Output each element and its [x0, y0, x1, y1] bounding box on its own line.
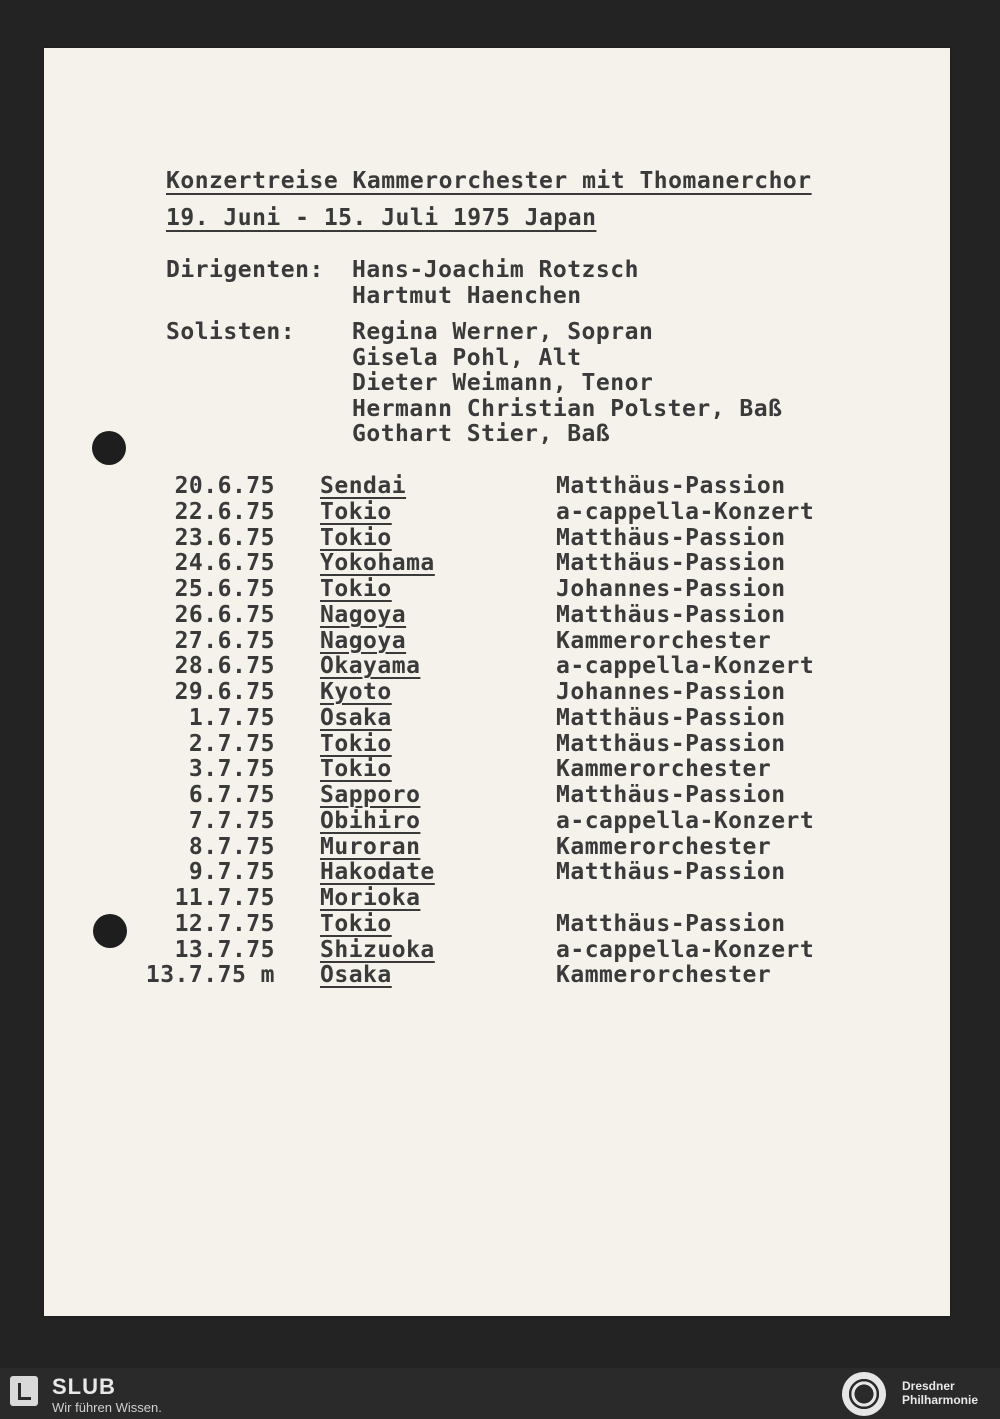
- conductors-label: Dirigenten:: [166, 257, 324, 283]
- schedule-city: Osaka: [320, 962, 392, 989]
- soloists-list: [352, 320, 782, 448]
- schedule-program: Matthäus-Passion: [556, 859, 786, 886]
- schedule-city: Tokio: [320, 498, 392, 525]
- schedule-date: 20.6.75: [174, 473, 275, 499]
- partner-name-line2: Philharmonie: [902, 1393, 979, 1407]
- schedule-date: 23.6.75: [174, 524, 275, 551]
- table-row: [0, 526, 1000, 552]
- schedule-program: Kammerorchester: [556, 627, 772, 654]
- schedule-city: Morioka: [320, 885, 421, 911]
- schedule-program: Kammerorchester: [556, 962, 772, 989]
- soloist-name: Regina Werner, Sopran: [352, 319, 654, 345]
- schedule-program: a-cappella-Konzert: [556, 653, 815, 680]
- schedule-city: Kyoto: [320, 679, 392, 705]
- soloist-name: Gisela Pohl, Alt: [352, 344, 582, 371]
- schedule-program: a-cappella-Konzert: [556, 807, 815, 834]
- schedule-program: Matthäus-Passion: [556, 730, 786, 757]
- soloists-label: Solisten:: [166, 319, 296, 345]
- schedule-program: Matthäus-Passion: [556, 601, 786, 628]
- schedule-city: Nagoya: [320, 601, 407, 628]
- schedule-city: Tokio: [320, 756, 392, 783]
- table-row: [0, 500, 1000, 526]
- slub-logo-icon: [10, 1376, 38, 1406]
- partner-name-line1: Dresdner: [902, 1379, 955, 1393]
- schedule-date: 8.7.75: [188, 833, 275, 860]
- table-row: [0, 938, 1000, 964]
- table-row: [0, 835, 1000, 861]
- dresdner-philharmonie-logo-icon: [842, 1372, 886, 1416]
- schedule-date: 13.7.75: [174, 936, 275, 963]
- table-row: [0, 680, 1000, 706]
- schedule-date: 2.7.75: [188, 730, 275, 757]
- schedule-city: Tokio: [320, 576, 392, 602]
- schedule-city: Shizuoka: [320, 936, 435, 963]
- document-title: Konzertreise Kammerorchester mit Thomanerchor: [166, 168, 812, 194]
- schedule-date: 29.6.75: [174, 679, 275, 705]
- schedule-program: Matthäus-Passion: [556, 524, 786, 551]
- schedule-program: Matthäus-Passion: [556, 550, 786, 577]
- schedule-program: Matthäus-Passion: [556, 473, 786, 499]
- table-row: [0, 706, 1000, 732]
- table-row: [0, 912, 1000, 938]
- document-subtitle: 19. Juni - 15. Juli 1975 Japan: [166, 205, 597, 231]
- soloist-name: Hermann Christian Polster, Baß: [352, 395, 783, 422]
- schedule-date: 26.6.75: [174, 601, 275, 628]
- slub-name: SLUB: [52, 1374, 116, 1399]
- conductor-name: Hans-Joachim Rotzsch: [352, 257, 639, 283]
- table-row: [0, 732, 1000, 758]
- schedule-program: Kammerorchester: [556, 756, 772, 783]
- schedule-date: 27.6.75: [174, 627, 275, 654]
- schedule-city: Hakodate: [320, 859, 435, 886]
- schedule-date: 7.7.75: [188, 807, 275, 834]
- table-row: [0, 963, 1000, 989]
- slub-tagline: Wir führen Wissen.: [52, 1400, 162, 1415]
- schedule-city: Tokio: [320, 524, 392, 551]
- schedule-date: 24.6.75: [174, 550, 275, 577]
- conductors-list: [352, 258, 639, 309]
- schedule-program: Johannes-Passion: [556, 576, 786, 602]
- footer-bar: [0, 1368, 1000, 1419]
- schedule-city: Nagoya: [320, 627, 407, 654]
- schedule-city: Obihiro: [320, 807, 421, 834]
- soloist-name: Gothart Stier, Baß: [352, 421, 611, 447]
- schedule-date: 11.7.75: [174, 885, 275, 911]
- schedule-date: 12.7.75: [174, 910, 275, 937]
- schedule-date: 28.6.75: [174, 653, 275, 680]
- schedule-city: Tokio: [320, 910, 392, 937]
- schedule-city: Yokohama: [320, 550, 435, 577]
- schedule-program: Matthäus-Passion: [556, 782, 786, 808]
- schedule-city: Tokio: [320, 730, 392, 757]
- schedule-city: Sendai: [320, 473, 407, 499]
- table-row: [0, 860, 1000, 886]
- schedule-date: 9.7.75: [188, 859, 275, 886]
- schedule-program: Johannes-Passion: [556, 679, 786, 705]
- schedule-program: a-cappella-Konzert: [556, 936, 815, 963]
- schedule-date: 1.7.75: [188, 704, 275, 731]
- table-row: [0, 757, 1000, 783]
- schedule-date: 6.7.75: [188, 782, 275, 808]
- table-row: [0, 886, 1000, 912]
- table-row: [0, 603, 1000, 629]
- schedule-date: 25.6.75: [174, 576, 275, 602]
- schedule-program: Matthäus-Passion: [556, 910, 786, 937]
- schedule-city: Okayama: [320, 653, 421, 680]
- conductor-name: Hartmut Haenchen: [352, 282, 582, 309]
- punch-hole: [92, 431, 126, 465]
- schedule-city: Muroran: [320, 833, 421, 860]
- schedule-date: 13.7.75 m: [145, 962, 275, 989]
- schedule-program: a-cappella-Konzert: [556, 498, 815, 525]
- schedule-program: Kammerorchester: [556, 833, 772, 860]
- table-row: [0, 629, 1000, 655]
- table-row: [0, 577, 1000, 603]
- schedule-city: Sapporo: [320, 782, 421, 808]
- schedule-date: 3.7.75: [188, 756, 275, 783]
- schedule-date: 22.6.75: [174, 498, 275, 525]
- schedule-program: Matthäus-Passion: [556, 704, 786, 731]
- table-row: [0, 654, 1000, 680]
- partner-name: [902, 1379, 978, 1407]
- schedule-city: Osaka: [320, 704, 392, 731]
- soloist-name: Dieter Weimann, Tenor: [352, 370, 654, 396]
- table-row: [0, 551, 1000, 577]
- table-row: [0, 809, 1000, 835]
- table-row: [0, 474, 1000, 500]
- table-row: [0, 783, 1000, 809]
